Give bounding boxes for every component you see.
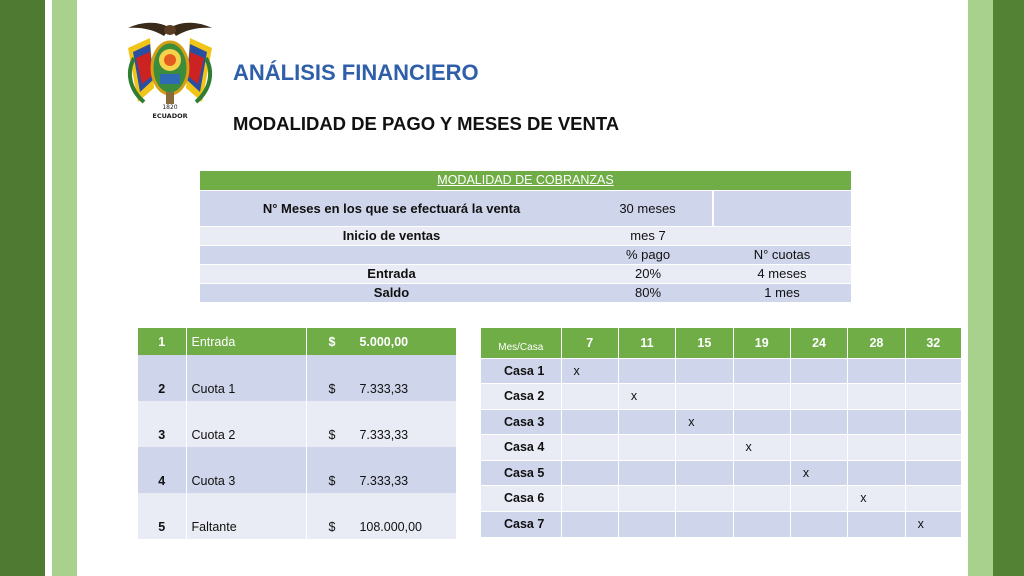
payment-number: 5: [138, 493, 186, 539]
payment-amount: 5.000,00: [341, 328, 455, 355]
sale-mark: x: [561, 358, 618, 384]
payment-amount: 7.333,33: [341, 447, 455, 493]
cell: 4 meses: [713, 264, 851, 283]
page-title: ANÁLISIS FINANCIERO: [233, 60, 479, 85]
cell: % pago: [583, 245, 713, 264]
payment-amount: 108.000,00: [341, 493, 455, 539]
cobranzas-header: MODALIDAD DE COBRANZAS: [200, 171, 851, 190]
house-label: Casa 1: [481, 358, 561, 384]
cell: N° cuotas: [713, 245, 851, 264]
cell: mes 7: [583, 226, 713, 245]
left-dark-green-bar: [0, 0, 45, 576]
payment-number: 2: [138, 355, 186, 401]
sale-mark: x: [790, 460, 847, 486]
table-row: [481, 409, 961, 435]
table-row: [200, 226, 851, 245]
payment-currency: $: [306, 447, 341, 493]
table-row: [138, 401, 456, 447]
payment-currency: $: [306, 355, 341, 401]
cell: 30 meses: [583, 190, 713, 226]
month-header: 24: [790, 328, 847, 358]
cell: Entrada: [200, 264, 583, 283]
table-row: [200, 245, 851, 264]
cell: 20%: [583, 264, 713, 283]
sale-mark: x: [618, 384, 675, 410]
house-label: Casa 7: [481, 511, 561, 537]
month-header: 32: [905, 328, 961, 358]
payment-amount: 7.333,33: [341, 401, 455, 447]
sale-mark: x: [733, 435, 790, 461]
cell: 80%: [583, 283, 713, 302]
logo-country-text: ECUADOR: [152, 112, 188, 120]
month-header: 7: [561, 328, 618, 358]
corner-label: Mes/Casa: [481, 328, 561, 358]
month-header: 11: [618, 328, 675, 358]
table-row: [481, 358, 961, 384]
payment-label: Cuota 1: [186, 355, 306, 401]
payment-number: 1: [138, 328, 186, 355]
payment-label: Cuota 2: [186, 401, 306, 447]
sale-mark: x: [676, 409, 733, 435]
cell: [713, 226, 851, 245]
table-row: [481, 384, 961, 410]
house-label: Casa 5: [481, 460, 561, 486]
table-row: [481, 511, 961, 537]
right-light-green-bar: [968, 0, 993, 576]
payments-table: [138, 328, 456, 539]
cell: 1 mes: [713, 283, 851, 302]
table-row: [138, 493, 456, 539]
payment-currency: $: [306, 493, 341, 539]
table-row: [481, 435, 961, 461]
table-row: [200, 264, 851, 283]
cell: [200, 245, 583, 264]
house-label: Casa 4: [481, 435, 561, 461]
cell: N° Meses en los que se efectuará la venta: [200, 190, 583, 226]
cell: Saldo: [200, 283, 583, 302]
table-header-row: [481, 328, 961, 358]
house-label: Casa 2: [481, 384, 561, 410]
sale-mark: x: [848, 486, 905, 512]
table-row: [200, 283, 851, 302]
right-dark-green-bar: [993, 0, 1024, 576]
ecuador-coat-of-arms-logo: [120, 18, 220, 120]
table-row: [481, 460, 961, 486]
cell: [713, 190, 851, 226]
payment-number: 4: [138, 447, 186, 493]
logo-year-text: 1820: [162, 104, 178, 111]
table-row: [138, 447, 456, 493]
table-row: [200, 190, 851, 226]
table-row: [481, 486, 961, 512]
page-subtitle: MODALIDAD DE PAGO Y MESES DE VENTA: [233, 113, 620, 134]
payment-label: Faltante: [186, 493, 306, 539]
sales-calendar-table: [481, 328, 961, 537]
month-header: 28: [848, 328, 905, 358]
left-light-green-bar: [52, 0, 77, 576]
cobranzas-table: [200, 171, 851, 302]
month-header: 19: [733, 328, 790, 358]
payment-amount: 7.333,33: [341, 355, 455, 401]
payment-currency: $: [306, 328, 341, 355]
house-label: Casa 6: [481, 486, 561, 512]
table-row: [138, 355, 456, 401]
cell: Inicio de ventas: [200, 226, 583, 245]
payment-label: Cuota 3: [186, 447, 306, 493]
payment-label: Entrada: [186, 328, 306, 355]
table-row: [138, 328, 456, 355]
month-header: 15: [676, 328, 733, 358]
payment-number: 3: [138, 401, 186, 447]
sale-mark: x: [905, 511, 961, 537]
payment-currency: $: [306, 401, 341, 447]
house-label: Casa 3: [481, 409, 561, 435]
